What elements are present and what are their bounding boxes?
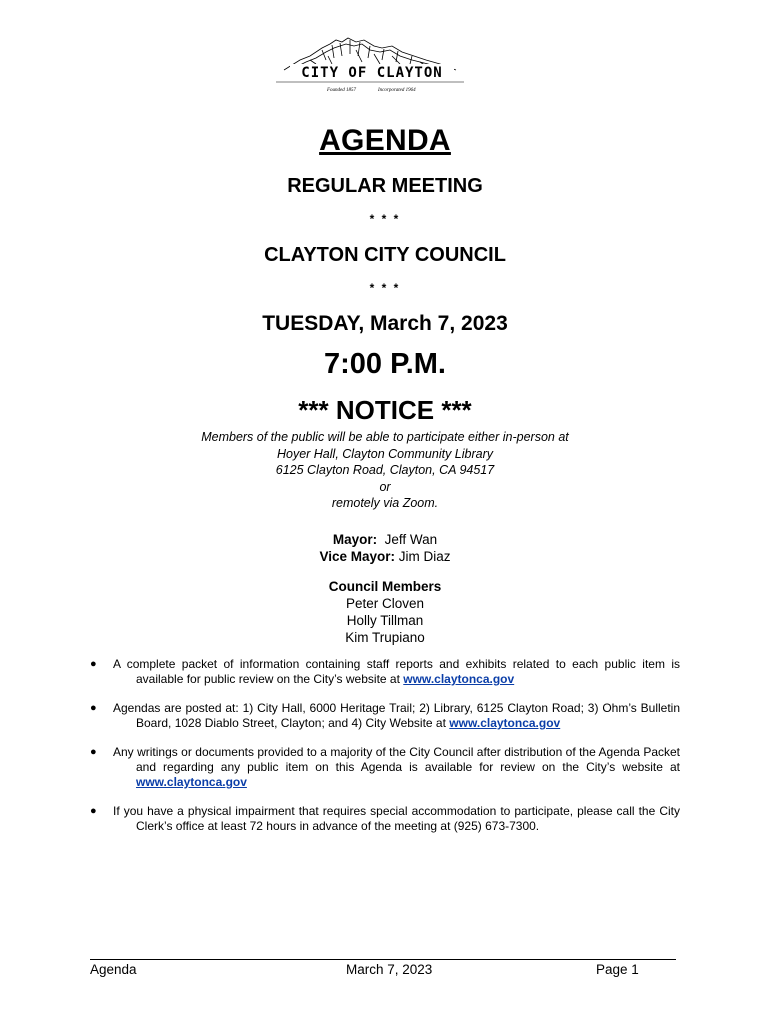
meeting-type: REGULAR MEETING [287, 175, 483, 197]
agenda-title: AGENDA [319, 124, 451, 157]
vice-mayor [0, 548, 770, 565]
meeting-date: TUESDAY, March 7, 2023 [262, 312, 508, 335]
notice-line: Members of the public will be able to participate either in-person at [201, 430, 569, 444]
city-of-clayton-logo [270, 34, 470, 100]
separator-stars: * * * [369, 212, 401, 226]
bullet-item [90, 701, 680, 731]
bullet-icon: ● [90, 658, 97, 670]
svg-text:Incorporated 1964: Incorporated 1964 [378, 88, 416, 93]
website-link[interactable]: www.claytonca.gov [449, 716, 561, 730]
footer-date: March 7, 2023 [346, 962, 433, 977]
footer-divider [90, 959, 676, 960]
meeting-time: 7:00 P.M. [324, 348, 446, 380]
bullet-text: Agendas are posted at: 1) City Hall, 6000 Heritage Trail; 2) Library, 6125 Clayton Road; 3) Ohm’s Bulletin Board, 1028 Diablo Street, Clayton; and 4) City Website at [113, 701, 680, 730]
footer-page-number: Page 1 [596, 962, 639, 977]
vice-mayor-name: Jim Diaz [398, 549, 451, 564]
svg-text:Founded 1857: Founded 1857 [326, 88, 356, 93]
notice-line: 6125 Clayton Road, Clayton, CA 94517 [275, 463, 495, 477]
council-members [0, 578, 770, 646]
council-members-heading: Council Members [328, 579, 442, 594]
council-member: Peter Cloven [345, 596, 425, 611]
officials [0, 531, 770, 565]
bullet-icon: ● [90, 702, 97, 714]
bullet-text: Any writings or documents provided to a majority of the City Council after distribution of the Agenda Packet and regarding any public item on this Agenda is available for review on the City’s website at [113, 745, 680, 774]
bullet-item [90, 804, 680, 834]
logo-text: CITY OF CLAYTON [301, 65, 443, 81]
council-name: CLAYTON CITY COUNCIL [264, 244, 506, 266]
notice-heading: *** NOTICE *** [298, 395, 472, 425]
footer-doc-name: Agenda [90, 962, 137, 977]
website-link[interactable]: www.claytonca.gov [403, 672, 515, 686]
notice-line: Hoyer Hall, Clayton Community Library [276, 446, 494, 461]
separator-stars: * * * [369, 281, 401, 295]
info-bullets [90, 657, 680, 848]
bullet-item [90, 745, 680, 790]
vice-mayor-label: Vice Mayor: [319, 549, 395, 564]
notice-text [0, 429, 770, 512]
bullet-icon: ● [90, 746, 97, 758]
mayor [0, 531, 770, 548]
council-member: Kim Trupiano [345, 630, 425, 645]
bullet-icon: ● [90, 805, 97, 817]
notice-line: or [379, 479, 391, 494]
notice-line: remotely via Zoom. [331, 496, 439, 510]
bullet-item [90, 657, 680, 687]
website-link[interactable]: www.claytonca.gov [136, 775, 247, 789]
council-member: Holly Tillman [346, 613, 424, 628]
bullet-text: If you have a physical impairment that requires special accommodation to participate, please call the City Clerk’s office at least 72 hours in advance of the meeting at (925) 673-7300. [113, 804, 680, 833]
mayor-label: Mayor: [332, 532, 378, 547]
mayor-name: Jeff Wan [384, 532, 438, 547]
bullet-text: A complete packet of information containing staff reports and exhibits related to each public item is available for public review on the City’s website at [113, 657, 680, 686]
